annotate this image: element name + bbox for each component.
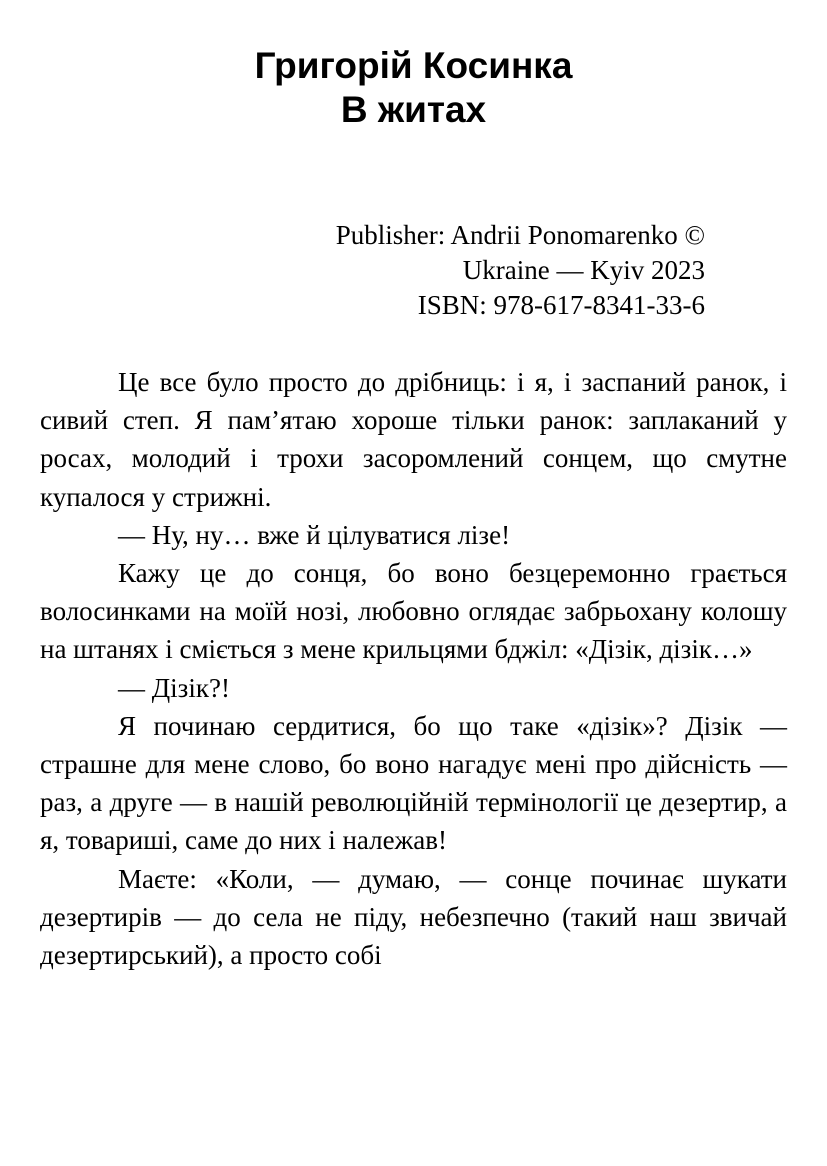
paragraph: — Дізік?! [118, 672, 230, 703]
paragraph: Це все було просто до дрібниць: і я, і заспаний ранок, і сивий степ. Я пам’ятаю хороше тільки ранок: заплаканий у росах, молодий і трохи засоромлений сонцем, що смутне купалося у стрижні. [40, 367, 787, 512]
place-year-line: Ukraine — Kyiv 2023 [462, 255, 705, 285]
paragraph: Маєте: «Коли, — думаю, — сонце починає шукати дезертирів — до села не піду, небезпечно (такий наш звичай дезертирський), а просто собі [40, 863, 787, 971]
publication-info [336, 218, 705, 323]
author-name: Григорій Косинка [254, 45, 573, 86]
work-title: В житах [340, 89, 487, 130]
paragraph: Кажу це до сонця, бо воно безцеремонно грається волосинками на моїй нозі, любовно оглядає забрьохану колошу на штанях і сміється з мене крильцями бджіл: «Дізік, дізік…» [40, 558, 787, 665]
paragraph: — Ну, ну… вже й цілуватися лізе! [118, 519, 511, 550]
paragraph: Я починаю сердитися, бо що таке «дізік»? Дізік — страшне для мене слово, бо воно нагадує мені про дійсність — раз, а друге — в нашій революційній термінології це дезертир, а я, товариші, саме до них і належав! [40, 710, 787, 856]
publisher-line: Publisher: Andrii Ponomarenko © [335, 220, 705, 250]
isbn-line: ISBN: 978-617-8341-33-6 [417, 290, 705, 320]
story-text [40, 363, 787, 974]
title-block [0, 44, 827, 132]
